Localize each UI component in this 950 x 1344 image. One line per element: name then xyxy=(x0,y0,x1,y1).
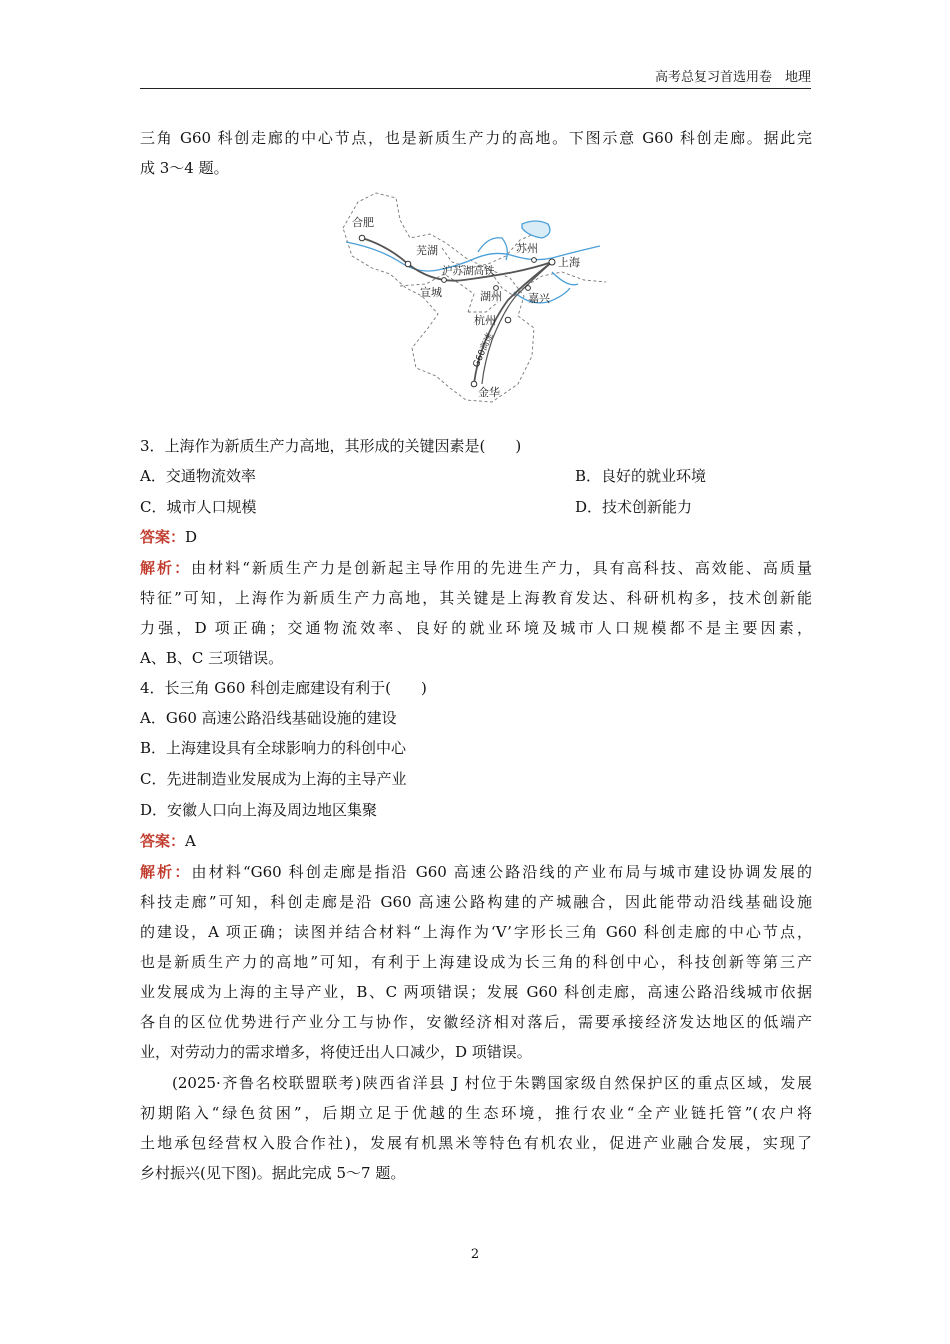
q4-analysis-line-2: 科技走廊”可知，科创走廊是沿 G60 高速公路构建的产城融合，因此能带动沿线基础设施 xyxy=(140,893,812,911)
intro-line-1: 三角 G60 科创走廊的中心节点，也是新质生产力的高地。下图示意 G60 科创走廊。据此完 xyxy=(140,129,812,147)
q3-analysis-label: 解析： xyxy=(140,559,192,577)
city-label-jiaxing: 嘉兴 xyxy=(528,292,550,305)
q3-analysis-line-2: 特征”可知，上海作为新质生产力高地，其关键是上海教育发达、科研机构多，技术创新能 xyxy=(140,589,812,607)
city-label-suzhou: 苏州 xyxy=(516,242,538,255)
q4-analysis-label: 解析： xyxy=(140,863,192,881)
q4-analysis-text-1: 由材料“G60 科创走廊是指沿 G60 高速公路沿线的产业布局与城市建设协调发展的 xyxy=(191,863,812,881)
city-label-hangzhou: 杭州 xyxy=(474,314,496,327)
next-passage-line-3: 土地承包经营权入股合作社)，发展有机黑米等特色有机农业，促进产业融合发展，实现了 xyxy=(140,1134,812,1152)
q3-options-row-2 xyxy=(140,497,812,517)
q4-option-d: D．安徽人口向上海及周边地区集聚 xyxy=(140,801,378,819)
q4-stem: 4．长三角 G60 科创走廊建设有利于( ) xyxy=(140,679,427,697)
q3-answer xyxy=(140,527,812,547)
wuhu-dot xyxy=(405,261,411,267)
q4-analysis-line-5: 业发展成为上海的主导产业，B、C 两项错误；发展 G60 科创走廊，高速公路沿线城市依据 xyxy=(140,983,812,1001)
city-label-jinhua: 金华 xyxy=(478,386,500,399)
g60-route xyxy=(362,238,552,384)
q3-answer-label: 答案： xyxy=(140,528,186,546)
shanghai-dot xyxy=(549,259,555,265)
q4-answer-label: 答案： xyxy=(140,832,186,850)
q4-option-a: A．G60 高速公路沿线基础设施的建设 xyxy=(140,709,397,727)
q3-option-c: C．城市人口规模 xyxy=(140,498,257,516)
page-header: 高考总复习首选用卷 地理 xyxy=(140,68,811,89)
route-label-hsh-rail: 沪苏湖高铁 xyxy=(442,265,495,277)
hefei-dot xyxy=(359,235,365,241)
route-label-g60: G60高速 xyxy=(471,331,496,370)
q4-analysis-line-4: 也是新质生产力的高地”可知，有利于上海建设成为长三角的科创中心，科技创新等第三产 xyxy=(140,953,812,971)
q4-analysis-line-7: 业，对劳动力的需求增多，将使迁出人口减少，D 项错误。 xyxy=(140,1043,532,1061)
jinhua-dot xyxy=(471,381,477,387)
q4-answer-value: A xyxy=(185,832,196,850)
city-label-huzhou: 湖州 xyxy=(480,290,502,303)
q4-option-b: B．上海建设具有全球影响力的科创中心 xyxy=(140,739,407,757)
page-number: 2 xyxy=(470,1247,480,1262)
q3-option-d: D．技术创新能力 xyxy=(575,498,693,516)
city-dots xyxy=(359,235,555,387)
g60-corridor-map xyxy=(338,188,610,410)
q3-analysis-line-3: 力强，D 项正确；交通物流效率、良好的就业环境及城市人口规模都不是主要因素， xyxy=(140,619,812,637)
q4-answer xyxy=(140,831,812,851)
jiaxing-dot xyxy=(526,286,531,291)
q3-answer-value: D xyxy=(185,528,198,546)
suzhou-dot xyxy=(532,258,537,263)
q4-analysis-line-1 xyxy=(140,862,812,882)
q3-option-b: B．良好的就业环境 xyxy=(575,467,707,485)
city-label-shanghai: 上海 xyxy=(558,256,580,269)
q4-analysis-line-6: 各自的区位优势进行产业分工与协作，安徽经济相对落后，需要承接经济发达地区的低端产 xyxy=(140,1013,812,1031)
q3-option-a: A．交通物流效率 xyxy=(140,467,256,485)
city-label-wuhu: 芜湖 xyxy=(416,244,438,257)
q3-options-row-1 xyxy=(140,466,812,486)
intro-line-2: 成 3～4 题。 xyxy=(140,159,229,177)
q3-stem: 3．上海作为新质生产力高地，其形成的关键因素是( ) xyxy=(140,437,522,455)
next-passage-line-2: 初期陷入“绿色贫困”，后期立足于优越的生态环境，推行农业“全产业链托管”(农户将 xyxy=(140,1104,812,1122)
next-passage-line-1: (2025·齐鲁名校联盟联考)陕西省洋县 J 村位于朱鹮国家级自然保护区的重点区域，发展 xyxy=(172,1074,812,1092)
province-borders xyxy=(343,193,606,402)
q3-analysis-line-1 xyxy=(140,558,812,578)
city-label-hefei: 合肥 xyxy=(352,216,374,229)
xuancheng-dot xyxy=(442,278,447,283)
q3-analysis-text-1: 由材料“新质生产力是创新起主导作用的先进生产力，具有高科技、高效能、高质量 xyxy=(191,559,812,577)
next-passage-line-4: 乡村振兴(见下图)。据此完成 5～7 题。 xyxy=(140,1164,406,1182)
city-label-xuancheng: 宣城 xyxy=(420,286,442,299)
q4-analysis-line-3: 的建设，A 项正确；读图并结合材料“上海作为‘V’字形长三角 G60 科创走廊的中心节点， xyxy=(140,923,812,941)
q4-option-c: C．先进制造业发展成为上海的主导产业 xyxy=(140,770,407,788)
q3-analysis-line-4: A、B、C 三项错误。 xyxy=(140,649,284,667)
hangzhou-dot xyxy=(505,317,511,323)
